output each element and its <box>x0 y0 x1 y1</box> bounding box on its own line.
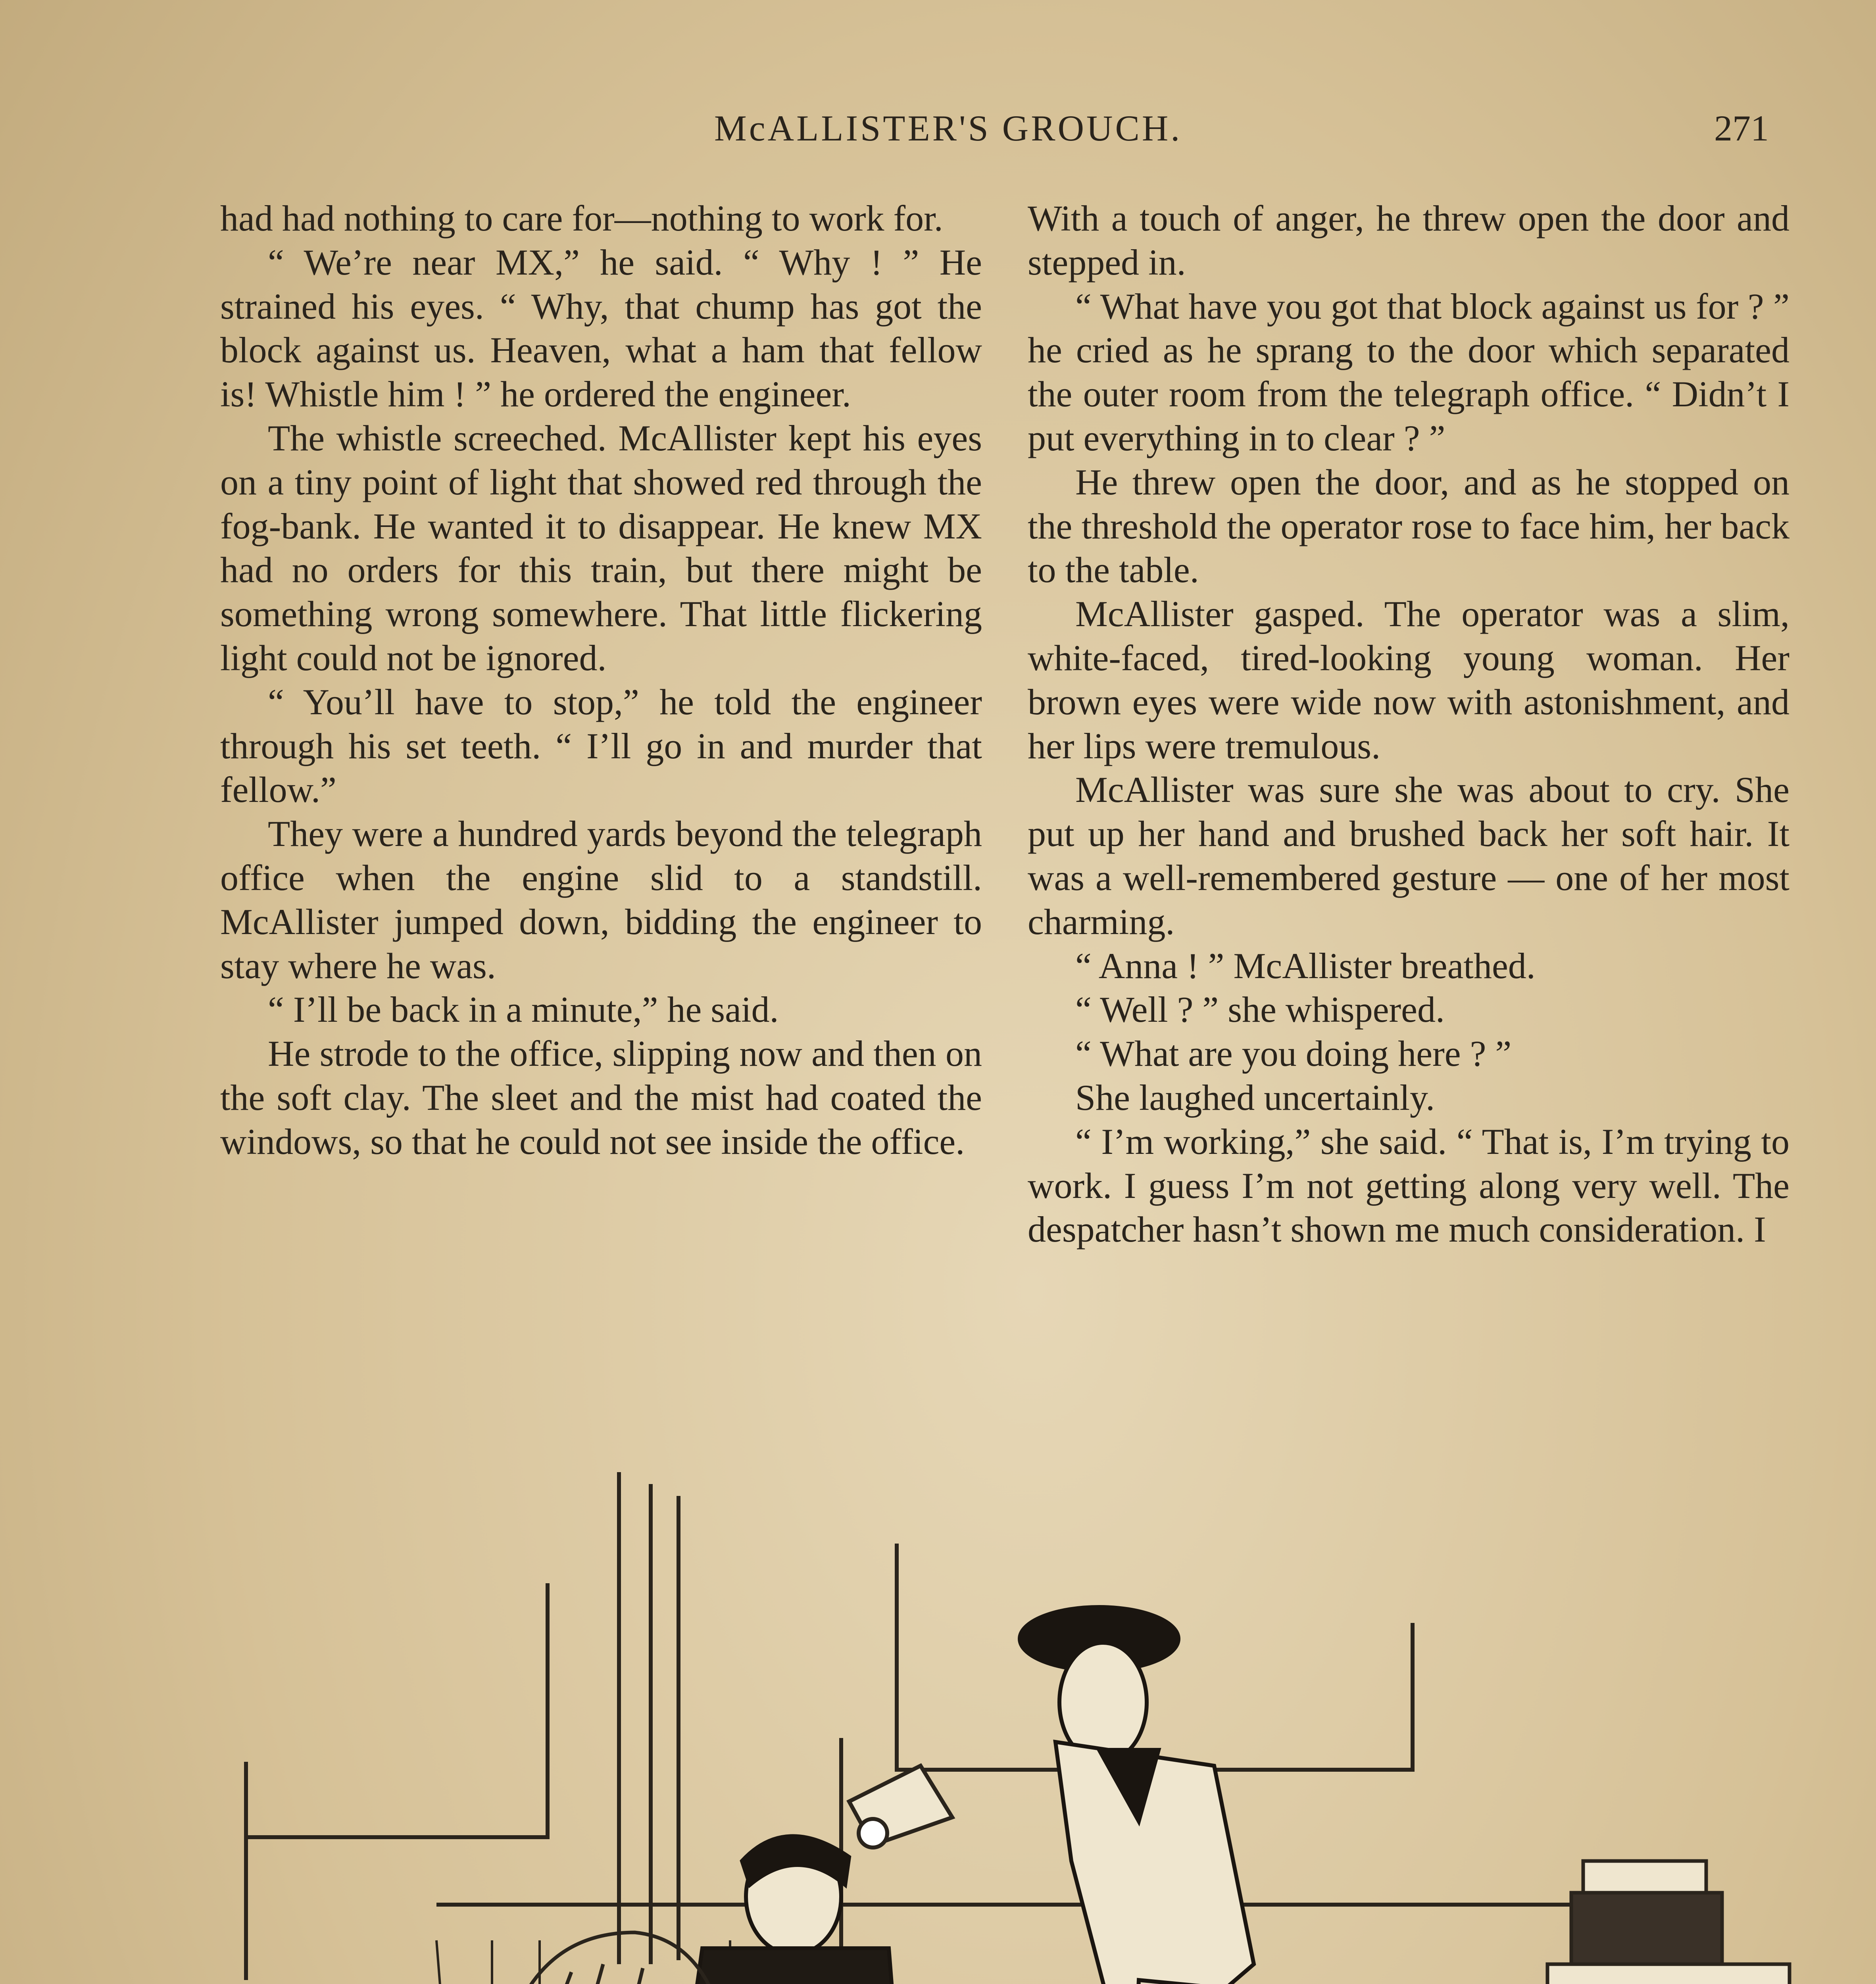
paragraph: “ We’re near MX,” he said. “ Why ! ” He strained his eyes. “ Why, that chump has got the block against us. Heaven, what a ham that fellow is! Whistle him ! ” he ordered the engineer. <box>220 242 982 415</box>
paragraph: “ You’ll have to stop,” he told the engineer through his set teeth. “ I’ll go in and murder that fellow.” <box>220 681 982 810</box>
telegraph-instrument <box>1547 1861 1790 1984</box>
paragraph: They were a hundred yards beyond the telegraph office when the engine slid to a standstill. McAllister jumped down, bidding the engineer to stay where he was. <box>220 813 982 986</box>
page-number: 271 <box>1714 108 1769 148</box>
standing-woman <box>1020 1607 1329 1984</box>
paragraph: With a touch of anger, he threw open the door and stepped in. <box>1028 198 1790 283</box>
paragraph: He threw open the door, and as he stopped on the threshold the operator rose to face him, her back to the table. <box>1028 461 1790 590</box>
paragraph: The whistle screeched. McAllister kept his eyes on a tiny point of light that showed red through the fog-bank. He wanted it to disappear. He knew MX had no orders for this train, but there might be something wrong somewhere. That little flickering light could not be ignored. <box>220 417 982 678</box>
paragraph: “ Well ? ” she whispered. <box>1075 989 1445 1030</box>
paragraph: He strode to the office, slipping now and then on the soft clay. The sleet and the mist had coated the windows, so that he could not see inside the office. <box>220 1033 982 1162</box>
paragraph: “ What have you got that block against us for ? ” he cried as he sprang to the door which separated the outer room from the telegraph office. “ Didn’t I put everything in to clear ? ” <box>1028 286 1790 458</box>
left-text-column <box>220 196 982 1164</box>
running-title: McALLISTER'S GROUCH. <box>714 108 1182 148</box>
door-post <box>619 1472 679 1964</box>
paragraph: “ I’m working,” she said. “ That is, I’m trying to work. I guess I’m not getting along very well. The despatcher hasn’t shown me much consideration. I <box>1028 1121 1790 1250</box>
paragraph: McAllister was sure she was about to cry. She put up her hand and brushed back her soft hair. It was a well-remembered gesture — one of her most charming. <box>1028 769 1790 942</box>
seated-man <box>659 1836 932 1984</box>
paragraph: had had nothing to care for—nothing to work for. <box>220 198 943 238</box>
paragraph: She laughed uncertainly. <box>1075 1077 1435 1118</box>
right-text-column <box>1028 196 1790 1252</box>
paragraph: “ Anna ! ” McAllister breathed. <box>1075 945 1536 986</box>
window-frame <box>246 1583 548 1980</box>
paragraph: “ What are you doing here ? ” <box>1075 1033 1512 1074</box>
paragraph: “ I’ll be back in a minute,” he said. <box>268 989 779 1030</box>
illustration <box>214 1464 1797 1984</box>
paragraph: McAllister gasped. The operator was a slim, white-faced, tired-looking young woman. Her brown eyes were wide now with astonishment, and her lips were tremulous. <box>1028 594 1790 766</box>
